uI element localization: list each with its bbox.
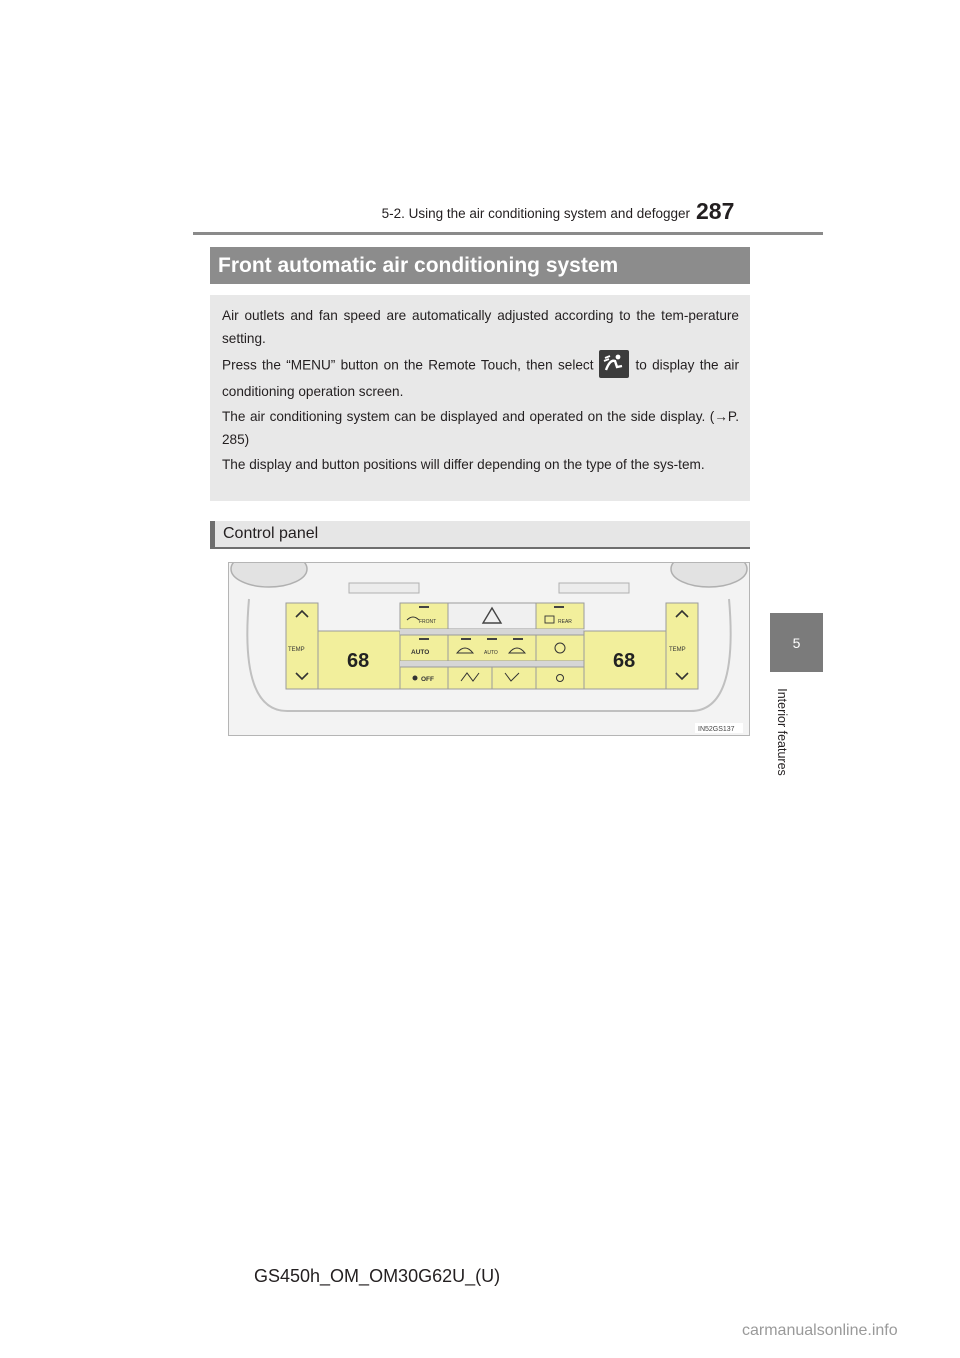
figure-code: IN52GS137: [698, 726, 735, 733]
left-temp-label: TEMP: [288, 647, 305, 653]
center-divider-1: [400, 629, 584, 635]
left-temp-arrows[interactable]: [286, 603, 318, 689]
chapter-tab[interactable]: [770, 613, 823, 672]
front-defog-indicator: [419, 606, 429, 608]
intake-indicator-3: [513, 638, 523, 640]
header-divider: [193, 232, 823, 235]
subsection-title: Control panel: [223, 525, 319, 542]
right-temp-value: 68: [613, 650, 636, 672]
fan-down-button[interactable]: [536, 667, 584, 689]
front-defog-label: FRONT: [419, 619, 437, 625]
control-panel-figure: [228, 562, 750, 736]
intro-paragraph-4: The display and button positions will differ depending on the type of the sys-tem.: [222, 457, 705, 472]
chapter-title-vertical: [769, 672, 795, 792]
right-temp-arrows[interactable]: [666, 603, 698, 689]
intro-paragraph-3: The air conditioning system can be displayed and operated on the side display. (→P. 285): [222, 409, 739, 447]
chapter-number: 5: [792, 634, 801, 651]
page-number: 287: [696, 198, 735, 224]
left-vent-slot: [349, 583, 419, 593]
intake-indicator-1: [461, 638, 471, 640]
rear-defog-indicator: [554, 606, 564, 608]
section-heading: [210, 247, 750, 284]
airflow-mode-button[interactable]: [448, 667, 492, 689]
fan-off-icon: [413, 676, 418, 681]
climate-icon: [599, 350, 629, 378]
auto-indicator: [419, 638, 429, 640]
intro-paragraph-2: [222, 352, 739, 403]
off-label: OFF: [421, 676, 434, 683]
intro-paragraph-2-end: to display the air conditioning operation screen.: [222, 357, 739, 399]
intro-box: [210, 295, 750, 501]
intake-indicator-2: [487, 638, 497, 640]
section-title: Front automatic air conditioning system: [218, 253, 619, 277]
intro-paragraph-2-start: Press the “MENU” button on the Remote Touch, then select: [222, 357, 594, 373]
right-vent-slot: [559, 583, 629, 593]
document-code: GS450h_OM_OM30G62U_(U): [254, 1266, 501, 1286]
right-temp-label: TEMP: [669, 647, 686, 653]
center-divider-2: [400, 661, 584, 667]
rear-defog-label: REAR: [558, 619, 572, 625]
watermark: carmanualsonline.info: [742, 1322, 898, 1339]
fan-up-button[interactable]: [536, 635, 584, 661]
intro-paragraph-1: Air outlets and fan speed are automatically adjusted according to the tem-perature setting.: [222, 308, 739, 346]
auto-label: AUTO: [411, 649, 430, 656]
intake-auto-label: AUTO: [484, 650, 498, 656]
subsection-heading: [210, 521, 750, 549]
header-section-title: 5-2. Using the air conditioning system and defogger: [381, 206, 690, 221]
chapter-title: Interior features: [775, 688, 790, 776]
left-temp-value: 68: [347, 650, 370, 672]
